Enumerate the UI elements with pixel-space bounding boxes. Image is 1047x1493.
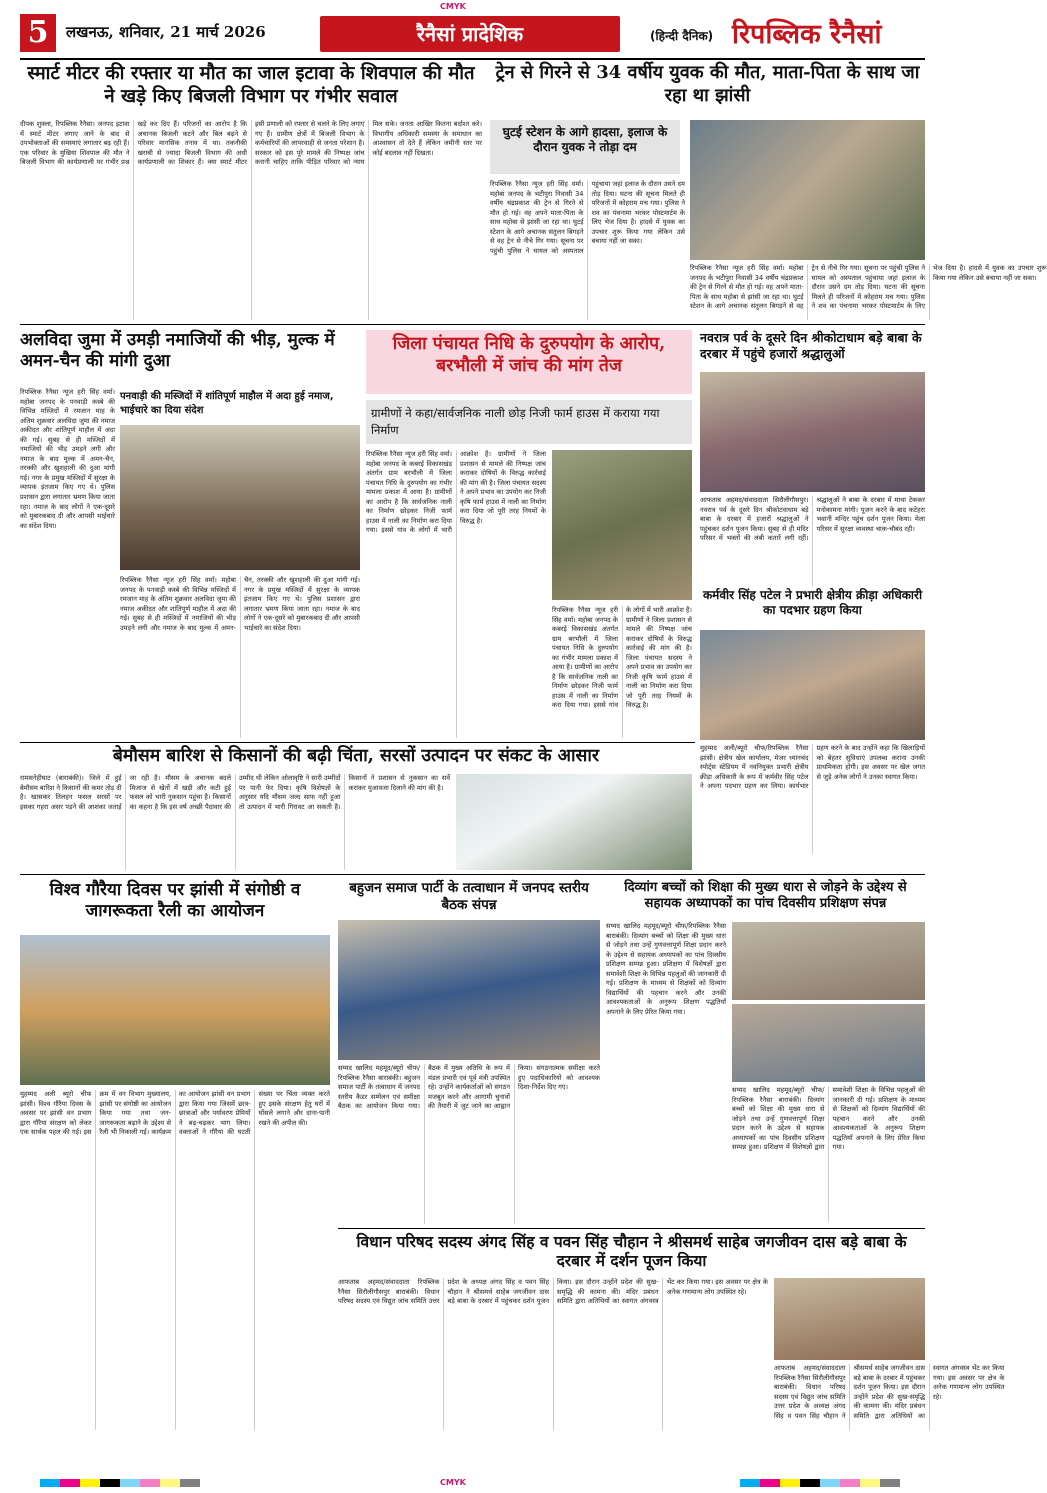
headline-train: ट्रेन से गिरने से 34 वर्षीय युवक की मौत, माता-पिता के साथ जा रहा था झांसी: [495, 62, 920, 106]
masthead-rule: [20, 58, 925, 60]
edition-label: (हिन्दी दैनिक): [650, 29, 714, 43]
page-number: 5: [20, 14, 56, 52]
divider-4: [338, 1228, 925, 1229]
body-bsp: सय्यद खालिद महमूद/ब्यूरो चीफ/रिपब्लिक रैनैसा बाराबंकी। बहुजन समाज पार्टी के तत्वाधान में जनपद स्तरीय कैडर सम्मेलन एवं समीक्षा बैठक का आयोजन किया गया। बैठक में मुख्य अतिथि के रूप में मंडल प्रभारी एवं पूर्व मंत्री उपस्थित रहे। उन्होंने कार्यकर्ताओं को संगठन मजबूत करने और आगामी चुनावों की तैयारी में जुट जाने का आह्वान किया। संगठनात्मक समीक्षा करते हुए पदाधिकारियों को आवश्यक दिशा-निर्देश दिए गए।: [338, 1064, 600, 1111]
subhead-train: घुटई स्टेशन के आगे हादसा, इलाज के दौरान युवक ने तोड़ा दम: [490, 120, 680, 174]
paper-name: रिपब्लिक रैनैसां: [732, 19, 882, 50]
divider-2: [20, 742, 695, 743]
color-bar-right: [740, 1479, 900, 1487]
bsp-photo: [338, 920, 600, 1060]
juma-photo: [120, 425, 360, 570]
headline-karmveer: कर्मवीर सिंह पटेल ने प्रभारी क्षेत्रीय क्रीड़ा अधिकारी का पदभार ग्रहण किया: [702, 588, 923, 617]
headline-juma: अलविदा जुमा में उमड़ी नमाजियों की भीड़, मुल्क में अमन-चैन की मांगी दुआ: [20, 330, 335, 372]
section-title: रैनैसां प्रादेशिक: [320, 16, 620, 52]
dateline: लखनऊ, शनिवार, 21 मार्च 2026: [66, 23, 266, 41]
zila-photo: [552, 450, 692, 600]
train-photo: [690, 120, 925, 260]
body-navratra: आफताब अहमद/संवाददाता सिरौलीगौसपुर। नवरात्र पर्व के दूसरे दिन श्रीकोटवाधाम बड़े बाबा के दरबार में हजारों श्रद्धालुओं ने पहुंचकर दर्शन पूजन किया। सुबह से ही मंदिर परिसर में भक्तों की लंबी कतारें लगी रहीं। श्रद्धालुओं ने बाबा के दरबार में माथा टेककर मनोकामना मांगी। पूजन करने के बाद कटेहरा भवानी मन्दिर पहुंच दर्शन पूजन किया। मेला परिसर में सुरक्षा व्यवस्था चाक-चौबंद रही।: [700, 496, 925, 543]
headline-navratra: नवरात्र पर्व के दूसरे दिन श्रीकोटाधाम बड़े बाबा के दरबार में पहुंचे हजारों श्रद्धालुओं: [700, 330, 922, 361]
body-karmveer: मुहम्मद अली/ब्यूरो चीफ/रिपब्लिक रैनैसा झांसी। क्षेत्रीय खेल कार्यालय, मेजर ध्यानचंद स्पोर्ट्स स्टेडियम में नवनियुक्त प्रभारी क्षेत्रीय क्रीड़ा अधिकारी के रूप में कर्मवीर सिंह पटेल ने अपना पदभार ग्रहण कर लिया। कार्यभार ग्रहण करने के बाद उन्होंने कहा कि खिलाड़ियों को बेहतर सुविधाएं उपलब्ध कराना उनकी प्राथमिकता होगी। इस अवसर पर खेल जगत से जुड़े अनेक लोगों ने उनका स्वागत किया।: [700, 744, 925, 791]
headline-vidhan: विधान परिषद सदस्य अंगद सिंह व पवन सिंह चौहान ने श्रीसमर्थ साहेब जगजीवन दास बड़े बाबा के दरबार में दर्शन पूजन किया: [356, 1232, 907, 1271]
body-train: रिपब्लिक रैनैसा न्यूज हरी सिंह वर्मा। महोबा जनपद के भटीपुरा निवासी 34 वर्षीय चंद्रप्रकाश की ट्रेन से गिरने से मौत हो गई। वह अपने माता-पिता के साथ महोबा से झांसी जा रहा था। घुटई स्टेशन के आगे अचानक संतुलन बिगड़ने से वह ट्रेन से नीचे गिर गया। सूचना पर पहुंची पुलिस ने घायल को अस्पताल पहुंचाया जहां इलाज के दौरान उसने दम तोड़ दिया। घटना की सूचना मिलते ही परिजनों में कोहराम मच गया। पुलिस ने शव का पंचनामा भरकर पोस्टमार्टम के लिए भेज दिया है। हादसे में युवक का उपचार शुरू किया गया लेकिन उसे बचाया नहीं जा सका।: [490, 180, 685, 255]
rain-photo: [456, 774, 692, 870]
body-zila: रिपब्लिक रैनैसा न्यूज हरी सिंह वर्मा। महोबा जनपद के कबरई विकासखंड अंतर्गत ग्राम बरभौली में जिला पंचायत निधि के दुरुपयोग का गंभीर मामला प्रकाश में आया है। ग्रामीणों का आरोप है कि सार्वजनिक नाली का निर्माण छोड़कर निजी फार्म हाउस में नाली का निर्माण करा दिया गया। इससे गांव के लोगों में भारी आक्रोश है। ग्रामीणों ने जिला प्रशासन से मामले की निष्पक्ष जांच कराकर दोषियों के विरुद्ध कार्रवाई की मांग की है। जिला पंचायत सदस्य ने अपने प्रभाव का उपयोग कर निजी कृषि फार्म हाउस में नाली का निर्माण करा दिया जो पूरी तरह नियमों के विरुद्ध है।: [366, 450, 546, 535]
divyang-photo-1: [732, 922, 925, 1000]
body-vidhan-continued: आफताब अहमद/संवाददाता रिपब्लिक रैनैसा सिरौलीगौसपुर बाराबंकी। विधान परिषद सदस्य एवं विद्युत जांच समिति उत्तर प्रदेश के अध्यक्ष अंगद सिंह व पवन सिंह चौहान ने श्रीसमर्थ साहेब जगजीवन दास बड़े बाबा के दरबार में पहुंचकर दर्शन पूजन किया। इस दौरान उन्होंने प्रदेश की सुख-समृद्धि की कामना की। मंदिर प्रबंधन समिति द्वारा अतिथियों का स्वागत अंगवस्त्र भेंट कर किया गया। इस अवसर पर क्षेत्र के अनेक गणमान्य लोग उपस्थित रहे।: [774, 1364, 1005, 1420]
body-zila-continued: रिपब्लिक रैनैसा न्यूज हरी सिंह वर्मा। महोबा जनपद के कबरई विकासखंड अंतर्गत ग्राम बरभौली में जिला पंचायत निधि के दुरुपयोग का गंभीर मामला प्रकाश में आया है। ग्रामीणों का आरोप है कि सार्वजनिक नाली का निर्माण छोड़कर निजी फार्म हाउस में नाली का निर्माण करा दिया गया। इससे गांव के लोगों में भारी आक्रोश है। ग्रामीणों ने जिला प्रशासन से मामले की निष्पक्ष जांच कराकर दोषियों के विरुद्ध कार्रवाई की मांग की है। जिला पंचायत सदस्य ने अपने प्रभाव का उपयोग कर निजी कृषि फार्म हाउस में नाली का निर्माण करा दिया जो पूरी तरह नियमों के विरुद्ध है।: [552, 606, 692, 710]
vidhan-photo: [774, 1278, 925, 1360]
headline-smart-meter: स्मार्ट मीटर की रफ्तार या मौत का जाल इटावा के शिवपाल की मौत ने खड़े किए बिजली विभाग पर गंभीर सवाल: [27, 63, 475, 108]
navratra-photo: [700, 372, 925, 492]
body-smart-meter: दीपक शुक्ला, रिपब्लिक रैनैसा। जनपद इटावा में स्मार्ट मीटर लगाए जाने के बाद से उपभोक्ताओं की समस्याएं लगातार बढ़ रही हैं। एक परिवार के मुखिया शिवपाल की मौत ने बिजली विभाग की कार्यप्रणाली पर गंभीर प्रश्न खड़े कर दिए हैं। परिजनों का आरोप है कि अचानक बिजली कटने और बिल बढ़ने से परिवार मानसिक तनाव में था। तकनीकी खराबी से ज्यादा बिजली विभाग की अधी कार्यप्रणाली का शिकार हैं। क्या स्मार्ट मीटर इसी प्रणाली को रफ्तार से चलने के लिए लगाए गए हैं। ग्रामीण क्षेत्रों में बिजली विभाग के कर्मचारियों की लापरवाही से जनता परेशान है। सरकार को इस पूरे मामले की निष्पक्ष जांच करानी चाहिए ताकि पीड़ित परिवार को न्याय मिल सके। जनता आखिर कितना बर्दाश्त करे। विभागीय अधिकारी समस्या के समाधान का आश्वासन तो देते हैं लेकिन जमीनी स्तर पर कोई बदलाव नहीं दिखता।: [20, 120, 482, 167]
headline-bsp: बहुजन समाज पार्टी के तत्वाधान में जनपद स्तरीय बैठक संपन्न: [349, 880, 589, 913]
body-vidhan: आफताब अहमद/संवाददाता रिपब्लिक रैनैसा सिरौलीगौसपुर बाराबंकी। विधान परिषद सदस्य एवं विद्युत जांच समिति उत्तर प्रदेश के अध्यक्ष अंगद सिंह व पवन सिंह चौहान ने श्रीसमर्थ साहेब जगजीवन दास बड़े बाबा के दरबार में पहुंचकर दर्शन पूजन किया। इस दौरान उन्होंने प्रदेश की सुख-समृद्धि की कामना की। मंदिर प्रबंधन समिति द्वारा अतिथियों का स्वागत अंगवस्त्र भेंट कर किया गया। इस अवसर पर क्षेत्र के अनेक गणमान्य लोग उपस्थित रहे।: [338, 1278, 768, 1306]
subhead-juma: पनवाड़ी की मस्जिदों में शांतिपूर्ण माहौल में अदा हुई नमाज, भाईचारे का दिया संदेश: [120, 391, 334, 416]
body-juma: रिपब्लिक रैनैसा न्यूज हरी सिंह वर्मा। महोबा जनपद के पनवाड़ी कस्बे की विभिन्न मस्जिदों में रमजान माह के अंतिम शुक्रवार अलविदा जुमा की नमाज अकीदत और शांतिपूर्ण माहौल में अदा की गई। सुबह से ही मस्जिदों में नमाजियों की भीड़ उमड़ने लगी और नमाज के बाद मुल्क में अमन-चैन, तरक्की और खुशहाली की दुआ मांगी गई। नगर के प्रमुख मस्जिदों में सुरक्षा के व्यापक इंतजाम किए गए थे। पुलिस प्रशासन द्वारा लगातार भ्रमण किया जाता रहा। नमाज के बाद लोगों ने एक-दूसरे को मुबारकबाद दी और आपसी भाईचारे का संदेश दिया।: [20, 388, 115, 530]
body-juma-continued: रिपब्लिक रैनैसा न्यूज हरी सिंह वर्मा। महोबा जनपद के पनवाड़ी कस्बे की विभिन्न मस्जिदों में रमजान माह के अंतिम शुक्रवार अलविदा जुमा की नमाज अकीदत और शांतिपूर्ण माहौल में अदा की गई। सुबह से ही मस्जिदों में नमाजियों की भीड़ उमड़ने लगी और नमाज के बाद मुल्क में अमन-चैन, तरक्की और खुशहाली की दुआ मांगी गई। नगर के प्रमुख मस्जिदों में सुरक्षा के व्यापक इंतजाम किए गए थे। पुलिस प्रशासन द्वारा लगातार भ्रमण किया जाता रहा। नमाज के बाद लोगों ने एक-दूसरे को मुबारकबाद दी और आपसी भाईचारे का संदेश दिया।: [120, 576, 360, 632]
body-divyang: सय्यद खालिद महमूद/ब्यूरो चीफ/रिपब्लिक रैनैसा बाराबंकी। दिव्यांग बच्चों को शिक्षा की मुख्य धारा से जोड़ने तथा उन्हें गुणवत्तापूर्ण शिक्षा प्रदान करने के उद्देश्य से सहायक अध्यापकों का पांच दिवसीय प्रशिक्षण सम्पन्न हुआ। प्रशिक्षण में विशेषज्ञों द्वारा समावेशी शिक्षा के विभिन्न पहलुओं की जानकारी दी गई। प्रशिक्षण के माध्यम से शिक्षकों को दिव्यांग विद्यार्थियों की पहचान करने और उनकी आवश्यकताओं के अनुरूप शिक्षण पद्धतियाँ अपनाने के लिए प्रेरित किया गया।: [606, 922, 726, 1016]
cmyk-marker-bottom: CMYK: [440, 1478, 466, 1487]
gauraiya-photo: [20, 935, 330, 1085]
divyang-photo-2: [732, 1004, 925, 1082]
color-bar-left: [40, 1479, 200, 1487]
body-divyang-continued: सय्यद खालिद महमूद/ब्यूरो चीफ/रिपब्लिक रैनैसा बाराबंकी। दिव्यांग बच्चों को शिक्षा की मुख्य धारा से जोड़ने तथा उन्हें गुणवत्तापूर्ण शिक्षा प्रदान करने के उद्देश्य से सहायक अध्यापकों का पांच दिवसीय प्रशिक्षण सम्पन्न हुआ। प्रशिक्षण में विशेषज्ञों द्वारा समावेशी शिक्षा के विभिन्न पहलुओं की जानकारी दी गई। प्रशिक्षण के माध्यम से शिक्षकों को दिव्यांग विद्यार्थियों की पहचान करने और उनकी आवश्यकताओं के अनुरूप शिक्षण पद्धतियाँ अपनाने के लिए प्रेरित किया गया।: [732, 1086, 925, 1152]
body-gauraiya: मुहम्मद अली ब्यूरो चीफ झांसी। विश्व गौरैया दिवस के अवसर पर झांसी वन प्रभाग द्वारा गौरैया संरक्षण को लेकर एक सार्थक पहल की गई। इस क्रम में वन विभाग मुख्यालय, झांसी पर संगोष्ठी का आयोजन किया गया तथा जन-जागरूकता बढ़ाने के उद्देश्य से रैली भी निकाली गई। कार्यक्रम का आयोजन झांसी वन प्रभाग द्वारा किया गया जिसमें छात्र-छात्राओं और पर्यावरण प्रेमियों ने बढ़-चढ़कर भाग लिया। वक्ताओं ने गौरैया की घटती संख्या पर चिंता व्यक्त करते हुए इसके संरक्षण हेतु घरों में घोंसले लगाने और दाना-पानी रखने की अपील की।: [20, 1090, 330, 1137]
headline-rain: बेमौसम बारिश से किसानों की बढ़ी चिंता, सरसों उत्पादन पर संकट के आसार: [112, 746, 600, 766]
divider-3: [20, 874, 925, 875]
karmveer-photo: [700, 630, 925, 740]
divider-1: [20, 324, 925, 325]
subhead-zila: ग्रामीणों ने कहा/सार्वजनिक नाली छोड़ निजी फार्म हाउस में कराया गया निर्माण: [366, 400, 692, 444]
headline-zila: जिला पंचायत निधि के दुरुपयोग के आरोप, बरभौली में जांच की मांग तेज: [366, 330, 692, 394]
body-rain: रामसनेहीघाट (बाराबंकी)। जिले में हुई बेमौसम बारिश ने किसानों की कमर तोड़ दी है। खासकर तिलहन फसल सरसों पर इसका गहरा असर पड़ने की आशंका जताई जा रही है। मौसम के अचानक बदले मिजाज से खेतों में खड़ी और कटी हुई फसल को भारी नुकसान पहुंचा है। किसानों का कहना है कि इस वर्ष अच्छी पैदावार की उम्मीद थी लेकिन ओलावृष्टि ने सारी उम्मीदों पर पानी फेर दिया। कृषि विशेषज्ञों के अनुसार यदि मौसम जल्द साफ नहीं हुआ तो उत्पादन में भारी गिरावट आ सकती है। किसानों ने प्रशासन से नुकसान का सर्वे कराकर मुआवजा दिलाने की मांग की है।: [20, 774, 450, 811]
headline-gauraiya: विश्व गौरैया दिवस पर झांसी में संगोष्ठी व जागरूकता रैली का आयोजन: [49, 880, 301, 922]
masthead: [20, 14, 925, 54]
headline-divyang: दिव्यांग बच्चों को शिक्षा की मुख्य धारा से जोड़ने के उद्देश्य से सहायक अध्यापकों का पांच दिवसीय प्रशिक्षण संपन्न: [624, 880, 907, 912]
body-train-continued: रिपब्लिक रैनैसा न्यूज हरी सिंह वर्मा। महोबा जनपद के भटीपुरा निवासी 34 वर्षीय चंद्रप्रकाश की ट्रेन से गिरने से मौत हो गई। वह अपने माता-पिता के साथ महोबा से झांसी जा रहा था। घुटई स्टेशन के आगे अचानक संतुलन बिगड़ने से वह ट्रेन से नीचे गिर गया। सूचना पर पहुंची पुलिस ने घायल को अस्पताल पहुंचाया जहां इलाज के दौरान उसने दम तोड़ दिया। घटना की सूचना मिलते ही परिजनों में कोहराम मच गया। पुलिस ने शव का पंचनामा भरकर पोस्टमार्टम के लिए भेज दिया है। हादसे में युवक का उपचार शुरू किया गया लेकिन उसे बचाया नहीं जा सका।: [690, 264, 1047, 311]
cmyk-marker: CMYK: [440, 2, 466, 11]
